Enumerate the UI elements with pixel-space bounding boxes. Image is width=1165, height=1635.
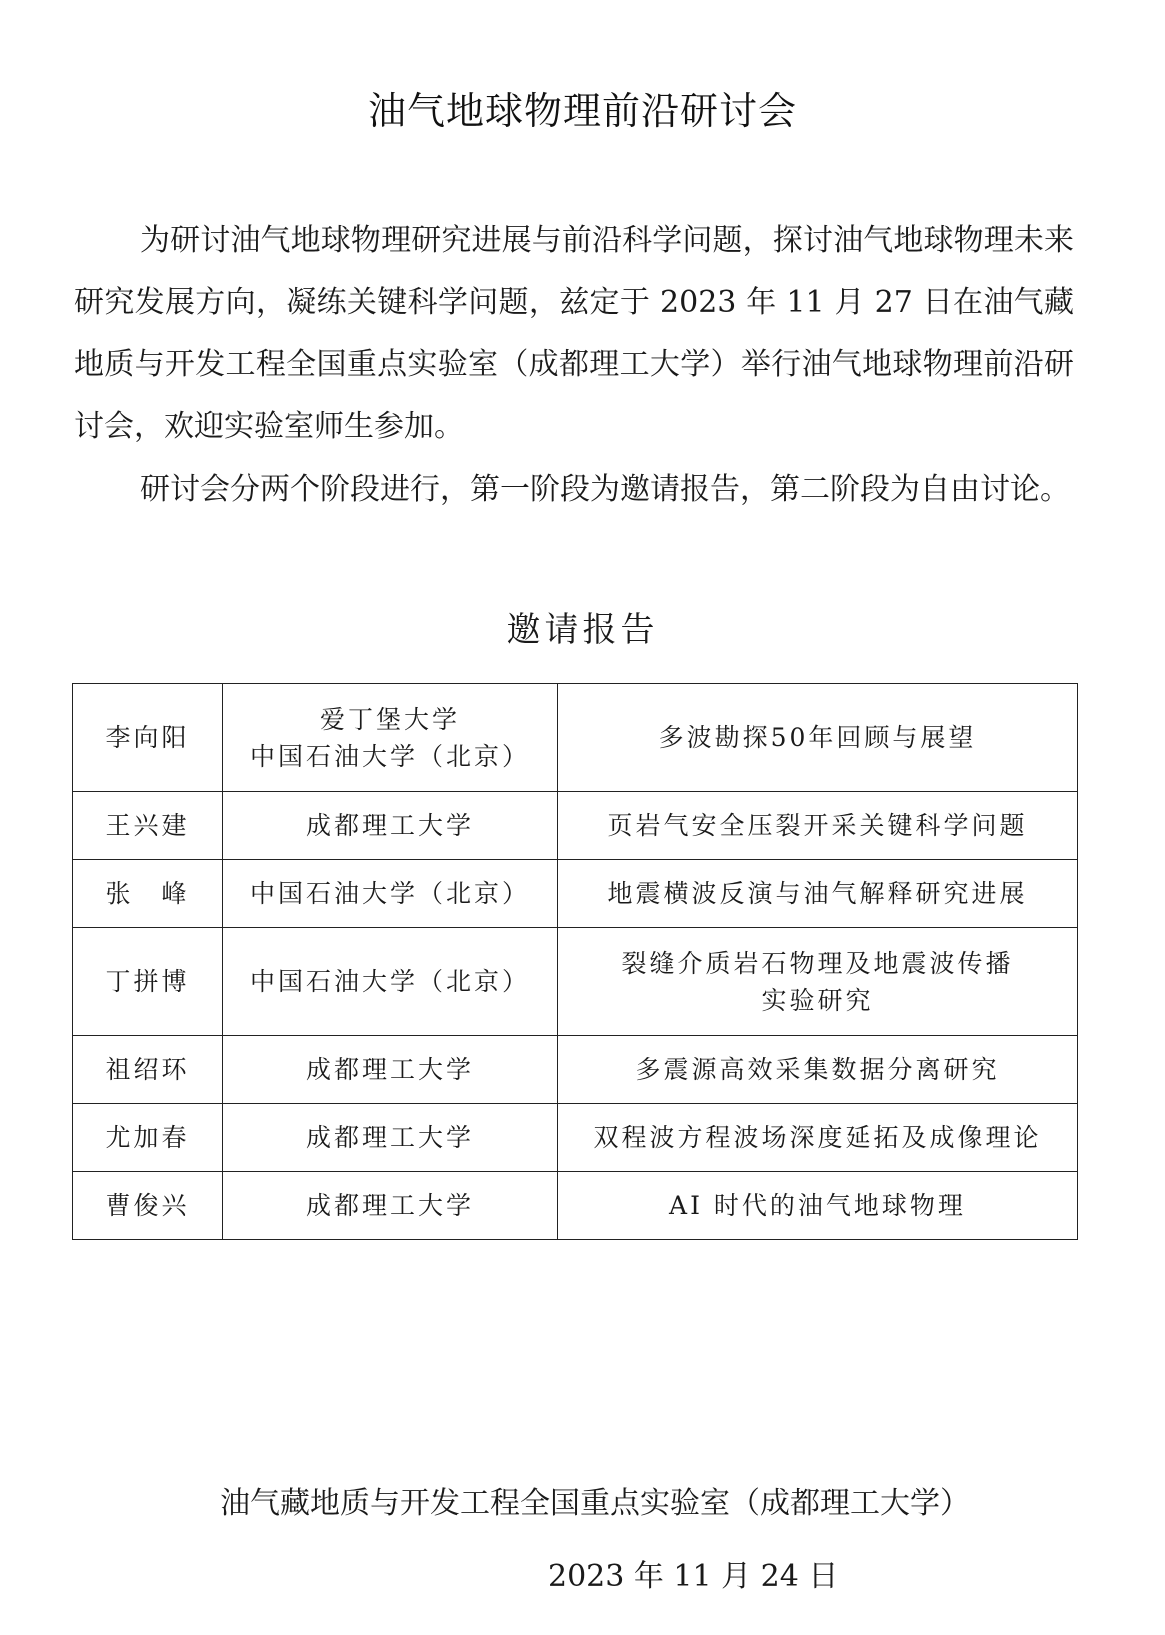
report-topic-cell	[558, 792, 1078, 860]
affiliation-line: 中国石油大学（北京）	[249, 967, 530, 996]
table-row	[73, 1172, 1078, 1240]
report-topic-cell	[558, 860, 1078, 928]
topic-line: 多波勘探50年回顾与展望	[658, 723, 977, 752]
speaker-name-cell: 尤加春	[73, 1104, 223, 1172]
affiliation-line: 爱丁堡大学	[319, 704, 460, 734]
speaker-name-cell: 曹俊兴	[73, 1172, 223, 1240]
schedule-paragraph: 研讨会分两个阶段进行，第一阶段为邀请报告，第二阶段为自由讨论。	[140, 472, 1070, 507]
speaker-name-cell: 王兴建	[73, 792, 223, 860]
affiliation-cell	[223, 928, 558, 1036]
affiliation-line: 中国石油大学（北京）	[249, 741, 530, 771]
reports-table	[72, 683, 1078, 1240]
affiliation-cell	[223, 860, 558, 928]
topic-line: 地震横波反演与油气解释研究进展	[607, 879, 1028, 908]
report-topic-cell	[558, 928, 1078, 1036]
report-topic-cell	[558, 1172, 1078, 1240]
table-row	[73, 928, 1078, 1036]
affiliation-cell	[223, 792, 558, 860]
report-topic-cell	[558, 1104, 1078, 1172]
affiliation-line: 成都理工大学	[305, 1123, 474, 1152]
topic-line: 页岩气安全压裂开采关键科学问题	[607, 811, 1028, 840]
report-topic-cell	[558, 684, 1078, 792]
table-row	[73, 1036, 1078, 1104]
speaker-name-cell: 丁拼博	[73, 928, 223, 1036]
affiliation-line: 成都理工大学	[305, 811, 474, 840]
affiliation-cell	[223, 1172, 558, 1240]
section-heading: 邀请报告	[506, 610, 659, 650]
affiliation-cell	[223, 684, 558, 792]
speaker-name-cell: 李向阳	[73, 684, 223, 792]
table-row	[73, 860, 1078, 928]
affiliation-line: 成都理工大学	[305, 1191, 474, 1220]
report-topic-cell	[558, 1036, 1078, 1104]
speaker-name-cell: 张 峰	[73, 860, 223, 928]
document-title: 油气地球物理前沿研讨会	[367, 89, 797, 133]
topic-line: 多震源高效采集数据分离研究	[635, 1055, 1000, 1084]
table-row	[73, 792, 1078, 860]
table-row	[73, 684, 1078, 792]
topic-line: 双程波方程波场深度延拓及成像理论	[593, 1123, 1042, 1152]
footer-date: 2023 年 11 月 24 日	[548, 1559, 839, 1594]
speaker-name-cell: 祖绍环	[73, 1036, 223, 1104]
topic-line: 裂缝介质岩石物理及地震波传播	[621, 948, 1014, 978]
topic-line: AI 时代的油气地球物理	[669, 1191, 966, 1220]
affiliation-cell	[223, 1036, 558, 1104]
footer-organization: 油气藏地质与开发工程全国重点实验室（成都理工大学）	[220, 1486, 970, 1521]
reports-table-body	[73, 684, 1078, 1240]
affiliation-line: 成都理工大学	[305, 1055, 474, 1084]
topic-line: 实验研究	[761, 985, 874, 1015]
table-row	[73, 1104, 1078, 1172]
intro-paragraph: 为研讨油气地球物理研究进展与前沿科学问题，探讨油气地球物理未来研究发展方向，凝练关键科学问题，兹定于 2023 年 11 月 27 日在油气藏地质与开发工程全国重点实验室（成都理工大学）举行油气地球物理前沿研讨会，欢迎实验室师生参加。	[74, 223, 1074, 444]
affiliation-line: 中国石油大学（北京）	[249, 879, 530, 908]
affiliation-cell	[223, 1104, 558, 1172]
